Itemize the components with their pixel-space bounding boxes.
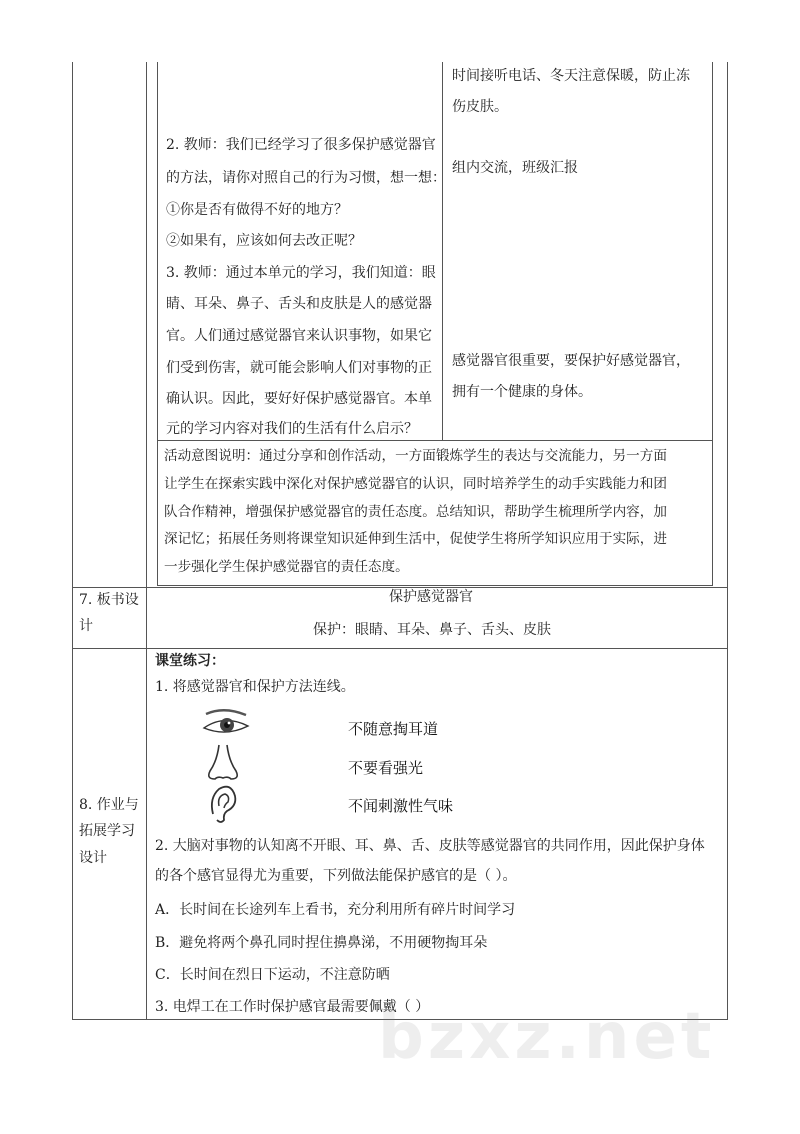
homework-label-line2: 拓展学习 — [79, 823, 135, 839]
homework-label-line3: 设计 — [79, 850, 107, 866]
student-line4: 感觉器官很重要，要保护好感觉器官， — [452, 353, 690, 369]
option-a: A．长时间在长途列车上看书，充分利用所有碎片时间学习 — [155, 902, 516, 918]
label-column-divider — [146, 62, 147, 1020]
board-label-line1: 7. 板书设 — [79, 592, 139, 608]
item3-line3: 官。人们通过感觉器官来认识事物，如果它 — [166, 328, 432, 344]
table-border-left — [72, 62, 73, 1020]
intent-line1: 活动意图说明：通过分享和创作活动，一方面锻炼学生的表达与交流能力，另一方面 — [164, 448, 667, 464]
table-border-right — [727, 62, 728, 1020]
item3-line6: 元的学习内容对我们的生活有什么启示？ — [166, 421, 418, 437]
item2-question1: ①你是否有做得不好的地方？ — [166, 202, 348, 218]
match-item-1: 不随意掏耳道 — [348, 720, 439, 738]
question3: 3. 电焊工在工作时保护感官最需要佩戴（ ） — [155, 999, 430, 1015]
inner-row-divider — [157, 440, 713, 441]
classroom-practice-heading: 课堂练习： — [155, 653, 225, 669]
question1: 1. 将感觉器官和保护方法连线。 — [155, 679, 355, 695]
item3-line1: 3. 教师：通过本单元的学习，我们知道：眼 — [166, 265, 436, 281]
board-label-line2: 计 — [79, 618, 93, 634]
student-line2: 伤皮肤。 — [452, 99, 508, 115]
item3-line5: 确认识。因此，要好好保护感觉器官。本单 — [166, 391, 432, 407]
inner-table-bottom — [157, 585, 713, 586]
intent-line3: 队合作精神，增强保护感觉器官的责任态度。总结知识，帮助学生梳理所学内容，加 — [164, 504, 667, 520]
option-b: B．避免将两个鼻孔同时捏住擤鼻涕，不用硬物掏耳朵 — [155, 935, 488, 951]
item3-line2: 睛、耳朵、鼻子、舌头和皮肤是人的感觉器 — [166, 296, 432, 312]
question2-line2: 的各个感官显得尤为重要，下列做法能保护感官的是（ ）。 — [155, 868, 517, 884]
match-item-3: 不闻刺激性气味 — [348, 797, 454, 815]
eye-icon — [200, 706, 252, 740]
student-line3: 组内交流，班级汇报 — [452, 160, 578, 176]
intent-line5: 一步强化学生保护感觉器官的责任态度。 — [164, 559, 409, 575]
board-title: 保护感觉器官 — [389, 589, 473, 605]
match-item-2: 不要看强光 — [348, 759, 424, 777]
intent-line4: 深记忆；拓展任务则将课堂知识延伸到生活中，促使学生将所学知识应用于实际，进 — [164, 531, 667, 547]
inner-table-right — [712, 62, 713, 586]
option-c: C．长时间在烈日下运动，不注意防晒 — [155, 967, 390, 983]
nose-icon — [203, 743, 243, 783]
watermark: bzxz.net — [378, 1000, 716, 1074]
homework-label-line1: 8. 作业与 — [79, 797, 139, 813]
question2-line1: 2. 大脑对事物的认知离不开眼、耳、鼻、舌、皮肤等感觉器官的共同作用，因此保护身体 — [155, 838, 705, 854]
inner-column-divider — [442, 62, 443, 441]
item2-line1: 2. 教师：我们已经学习了很多保护感觉器官 — [166, 137, 436, 153]
intent-line2: 让学生在探索实践中深化对保护感觉器官的认识，同时培养学生的动手实践能力和团 — [164, 476, 667, 492]
row-divider-homework — [72, 648, 728, 649]
item2-line2: 的方法，请你对照自己的行为习惯，想一想： — [166, 170, 446, 186]
student-line5: 拥有一个健康的身体。 — [452, 384, 592, 400]
item3-line4: 们受到伤害，就可能会影响人们对事物的正 — [166, 360, 432, 376]
student-line1: 时间接听电话、冬天注意保暖，防止冻 — [452, 68, 690, 84]
ear-icon — [205, 784, 239, 824]
item2-question2: ②如果有，应该如何去改正呢？ — [166, 233, 362, 249]
board-content: 保护：眼睛、耳朵、鼻子、舌头、皮肤 — [313, 622, 551, 638]
inner-table-left — [157, 62, 158, 586]
